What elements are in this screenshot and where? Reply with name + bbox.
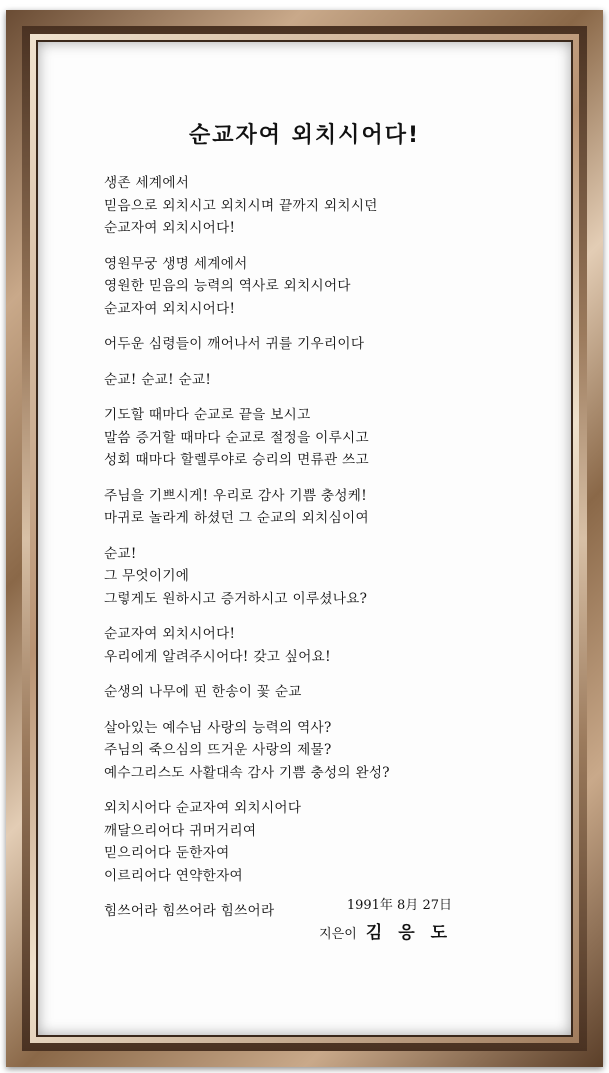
poem-line: 영원한 믿음의 능력의 역사로 외치시어다 bbox=[104, 278, 351, 294]
poem-stanza bbox=[104, 333, 484, 356]
poem-stanza bbox=[104, 404, 484, 472]
poem-body bbox=[104, 172, 484, 936]
poem-stanza bbox=[104, 681, 484, 704]
poem-line: 영원무궁 생명 세계에서 bbox=[104, 255, 248, 272]
poem-line: 믿음으로 외치시고 외치시며 끝까지 외치시던 bbox=[104, 197, 378, 214]
poem-line: 어두운 심령들이 깨어나서 귀를 기우리이다 bbox=[104, 336, 365, 352]
poem-line: 순교! 순교! 순교! bbox=[104, 371, 212, 388]
author-label: 지은이 bbox=[319, 927, 357, 942]
poem-line: 말씀 증거할 때마다 순교로 절정을 이루시고 bbox=[104, 429, 369, 446]
poem-stanza bbox=[104, 485, 484, 530]
poem-line: 성회 때마다 할렐루야로 승리의 면류관 쓰고 bbox=[104, 452, 369, 468]
poem-stanza bbox=[104, 369, 484, 392]
poem-line: 외치시어다 순교자여 외치시어다 bbox=[104, 800, 302, 816]
poem-line: 예수그리스도 사활대속 감사 기쁨 충성의 완성? bbox=[104, 764, 390, 781]
poem-line: 그렇게도 원하시고 증거하시고 이루셨나요? bbox=[104, 590, 368, 607]
poem-line: 그 무엇이기에 bbox=[104, 568, 190, 584]
poem-line: 믿으리어다 둔한자여 bbox=[104, 845, 230, 861]
poem-line: 우리에게 알려주시어다! 갖고 싶어요! bbox=[104, 648, 331, 665]
poem-stanza bbox=[104, 797, 484, 887]
poem-line: 주님의 죽으심의 뜨거운 사랑의 제물? bbox=[104, 742, 332, 758]
poem-line: 생존 세계에서 bbox=[104, 175, 190, 191]
poem-stanza bbox=[104, 717, 484, 785]
poem-line: 이르리어다 연약한자여 bbox=[104, 867, 243, 884]
poem-line: 순교자여 외치시어다! bbox=[104, 220, 236, 236]
poem-stanza bbox=[104, 253, 484, 321]
poem-line: 순교! bbox=[104, 545, 137, 562]
poem-date: 1991年 8月 27日 bbox=[346, 898, 452, 913]
poem-stanza bbox=[104, 623, 484, 668]
poem-line: 순교자여 외치시어다! bbox=[104, 300, 236, 317]
poem-line: 주님을 기쁘시게! 우리로 감사 기쁨 충성케! bbox=[104, 487, 367, 504]
poem-title: 순교자여 외치시어다! bbox=[189, 123, 420, 148]
poem-line: 순교자여 외치시어다! bbox=[104, 626, 236, 642]
poem-stanza bbox=[104, 543, 484, 611]
poem-line: 깨달으리어다 귀머거리여 bbox=[104, 822, 257, 839]
poem-line: 힘쓰어라 힘쓰어라 힘쓰어라 bbox=[104, 903, 275, 919]
poem-stanza bbox=[104, 172, 484, 240]
poem-line: 순생의 나무에 핀 한송이 꽃 순교 bbox=[104, 684, 302, 700]
author-name: 김 응 도 bbox=[365, 923, 452, 943]
poem-line: 기도할 때마다 순교로 끝을 보시고 bbox=[104, 407, 311, 423]
poem-line: 마귀로 놀라게 하셨던 그 순교의 외치심이여 bbox=[104, 510, 369, 526]
poem-author bbox=[0, 918, 452, 943]
poem-line: 살아있는 예수님 사랑의 능력의 역사? bbox=[104, 719, 332, 736]
